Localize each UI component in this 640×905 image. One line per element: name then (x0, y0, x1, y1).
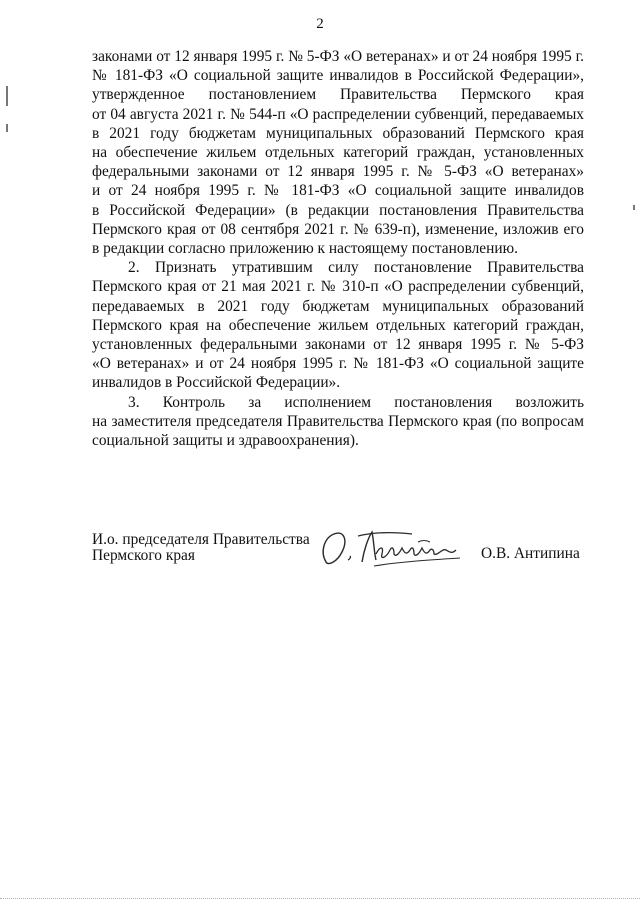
body-line: федеральными законами от 12 января 1995 г. № 5-ФЗ «О ветеранах» (92, 163, 584, 181)
scan-margin-mark (6, 124, 8, 132)
body-line: на обеспечение жильем отдельных категорий граждан, установленных (92, 144, 584, 162)
body-line: и от 24 ноября 1995 г. № 181-ФЗ «О социальной защите инвалидов (92, 182, 584, 200)
body-line: № 181-ФЗ «О социальной защите инвалидов в Российской Федерации», (92, 67, 584, 85)
paragraph-3-first-line: 3. Контроль за исполнением постановления возложить (128, 393, 584, 411)
page-number: 2 (316, 16, 324, 32)
paragraph-last-line: в редакции согласно приложению к настоящему постановлению. (92, 240, 518, 258)
body-line: Пермского края от 08 сентября 2021 г. № 639-п), изменение, изложив его (92, 220, 584, 238)
body-line: законами от 12 января 1995 г. № 5-ФЗ «О ветеранах» и от 24 ноября 1995 г. (92, 48, 584, 65)
handwritten-signature (318, 526, 486, 570)
signatory-name: О.В. Антипина (481, 545, 580, 562)
body-line: Пермского края на обеспечение жильем отдельных категорий граждан, (92, 316, 584, 334)
paragraph-last-line: социальной защиты и здравоохранения). (92, 432, 359, 450)
signatory-position (92, 532, 310, 564)
body-line: в 2021 году бюджетам муниципальных образований Пермского края (92, 124, 584, 142)
scan-bottom-edge (0, 898, 640, 899)
signatory-position-line: Пермского края (92, 547, 195, 564)
scan-margin-mark (633, 205, 635, 210)
body-line: Пермского края от 21 мая 2021 г. № 310-п «О распределении субвенций, (92, 278, 584, 296)
paragraph-2-first-line: 2. Признать утратившим силу постановление Правительства (128, 259, 584, 277)
scan-margin-mark (6, 86, 8, 106)
signature-block (92, 532, 592, 582)
body-line: «О ветеранах» и от 24 ноября 1995 г. № 181-ФЗ «О социальной защите (92, 355, 584, 373)
paragraph-last-line: инвалидов в Российской Федерации». (92, 374, 341, 392)
body-line: от 04 августа 2021 г. № 544-п «О распределении субвенций, передаваемых (92, 105, 584, 123)
signatory-position-line: И.о. председателя Правительства (92, 531, 310, 548)
body-line: установленных федеральными законами от 12 января 1995 г. № 5-ФЗ (92, 336, 584, 354)
body-line: на заместителя председателя Правительства Пермского края (по вопросам (92, 412, 584, 430)
document-body (92, 47, 584, 450)
body-line: в Российской Федерации» (в редакции постановления Правительства (92, 201, 584, 219)
body-line: передаваемых в 2021 году бюджетам муниципальных образований (92, 297, 584, 315)
body-line: утвержденное постановлением Правительства Пермского края (92, 86, 584, 104)
